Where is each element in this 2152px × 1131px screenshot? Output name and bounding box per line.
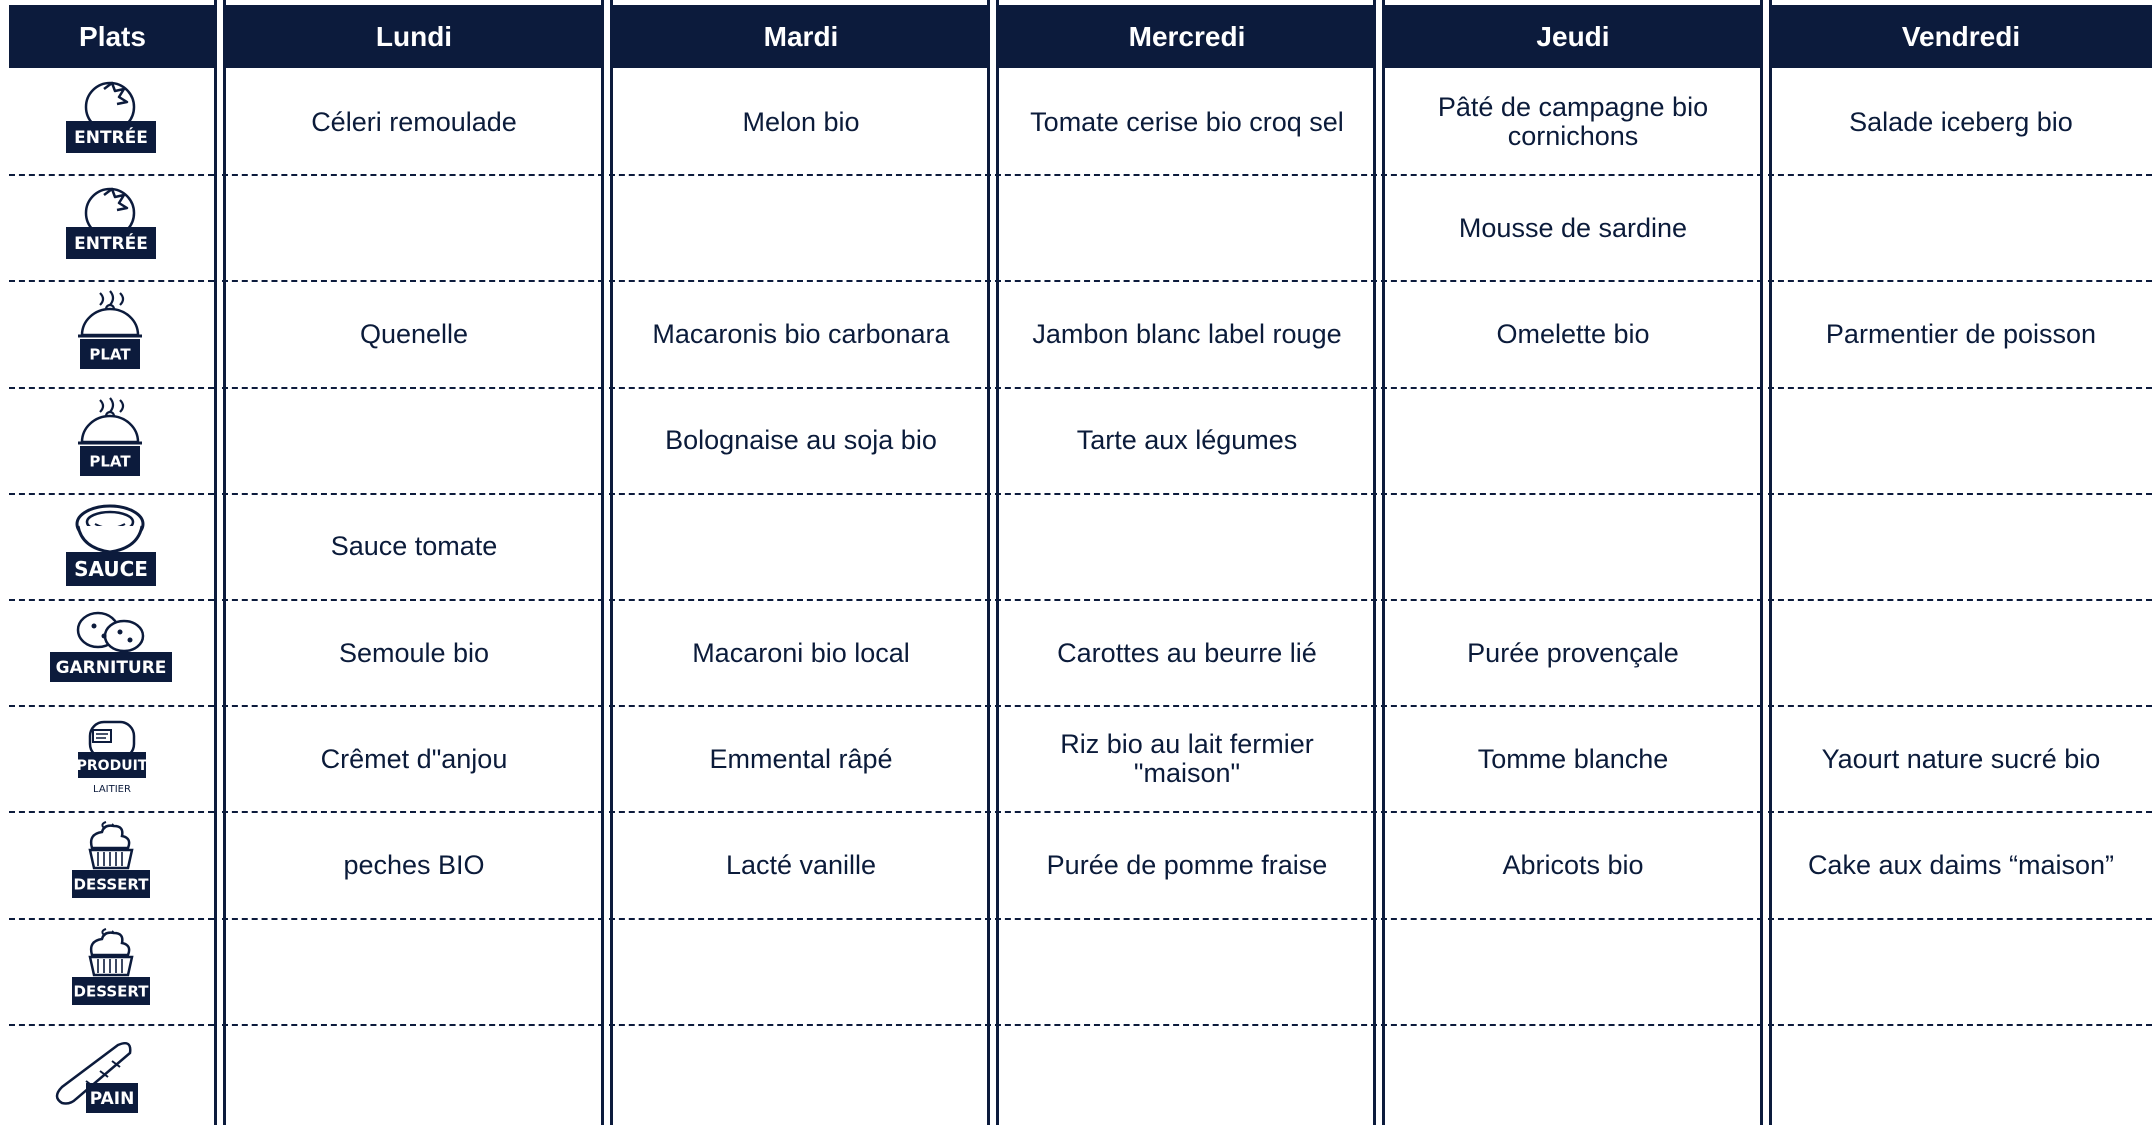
menu-cell-vendredi: Salade iceberg bio <box>1849 106 2073 137</box>
menu-cell-mardi: Lacté vanille <box>725 849 877 880</box>
row-label: PAIN <box>89 1088 135 1109</box>
header-mercredi: Mercredi <box>997 5 1377 68</box>
menu-cell-lundi: Quenelle <box>359 318 469 349</box>
tomato-icon <box>0 69 214 175</box>
row-label: DESSERT <box>73 981 149 1000</box>
menu-cell-jeudi <box>1383 494 1763 600</box>
cloche-icon <box>0 281 214 387</box>
menu-cell-vendredi <box>1770 1025 2152 1131</box>
row-category-icon-cell <box>0 281 214 387</box>
menu-cell-jeudi <box>1383 919 1763 1025</box>
row-category-icon-cell <box>0 388 214 494</box>
row-category-icon-cell <box>0 494 214 600</box>
menu-cell-vendredi <box>1770 388 2152 494</box>
menu-cell-lundi <box>224 1025 604 1131</box>
row-label: PRODUIT <box>76 758 148 775</box>
cheese-icon <box>0 706 214 812</box>
menu-cell-vendredi: Parmentier de poisson <box>1825 318 2097 349</box>
menu-cell-vendredi <box>1770 494 2152 600</box>
menu-cell-mercredi: Purée de pomme fraise <box>1046 849 1328 880</box>
menu-cell-mardi: Melon bio <box>742 106 860 137</box>
menu-row <box>0 1025 2152 1131</box>
menu-cell-jeudi: Purée provençale <box>1467 637 1679 668</box>
menu-cell-mercredi: Riz bio au lait fermier "maison" <box>1060 729 1314 789</box>
menu-row <box>0 494 2152 600</box>
cupcake-icon <box>0 812 214 918</box>
menu-cell-mercredi <box>997 1025 1377 1131</box>
menu-cell-lundi <box>224 175 604 281</box>
menu-cell-vendredi <box>1770 919 2152 1025</box>
menu-cell-mardi: Bolognaise au soja bio <box>665 425 937 456</box>
menu-cell-vendredi: Yaourt nature sucré bio <box>1821 743 2101 774</box>
menu-cell-mercredi: Tarte aux légumes <box>1076 425 1298 456</box>
menu-cell-jeudi: Abricots bio <box>1502 849 1644 880</box>
svg-text:LAITIER: LAITIER <box>93 784 131 796</box>
menu-cell-vendredi: Cake aux daims “maison” <box>1807 849 2115 880</box>
row-label: SAUCE <box>74 556 148 581</box>
menu-cell-mercredi: Tomate cerise bio croq sel <box>1030 106 1344 137</box>
menu-cell-lundi <box>224 919 604 1025</box>
cupcake-icon <box>0 919 214 1025</box>
row-category-icon-cell <box>0 600 214 706</box>
menu-cell-lundi: Semoule bio <box>338 637 490 668</box>
menu-cell-mardi: Macaronis bio carbonara <box>652 318 950 349</box>
menu-cell-lundi <box>224 388 604 494</box>
menu-cell-lundi: Céleri remoulade <box>311 106 517 137</box>
menu-row <box>0 706 2152 812</box>
menu-cell-mercredi: Jambon blanc label rouge <box>1032 318 1342 349</box>
menu-cell-lundi: Sauce tomate <box>330 531 498 562</box>
header-mardi: Mardi <box>611 5 991 68</box>
menu-cell-mardi: Macaroni bio local <box>692 637 910 668</box>
menu-cell-jeudi <box>1383 1025 1763 1131</box>
row-label: PLAT <box>89 451 131 470</box>
menu-cell-jeudi: Mousse de sardine <box>1458 212 1688 243</box>
header-vendredi: Vendredi <box>1770 5 2152 68</box>
menu-cell-mercredi <box>997 494 1377 600</box>
potato-icon <box>0 600 214 706</box>
row-category-icon-cell <box>0 1025 214 1131</box>
cloche-icon <box>0 388 214 494</box>
row-category-icon-cell <box>0 706 214 812</box>
menu-cell-mercredi <box>997 919 1377 1025</box>
menu-row <box>0 69 2152 175</box>
menu-cell-mardi <box>611 919 991 1025</box>
menu-cell-lundi: Crêmet d"anjou <box>320 743 508 774</box>
row-category-icon-cell <box>0 69 214 175</box>
menu-cell-mercredi: Carottes au beurre lié <box>1057 637 1317 668</box>
row-label: ENTRÉE <box>74 128 148 149</box>
menu-cell-mardi <box>611 1025 991 1131</box>
menu-cell-mardi: Emmental râpé <box>709 743 893 774</box>
row-label: PLAT <box>89 345 131 364</box>
baguette-icon <box>0 1025 214 1131</box>
row-label: DESSERT <box>73 875 149 894</box>
header-plats: Plats <box>9 5 216 68</box>
menu-cell-mardi <box>611 175 991 281</box>
row-category-icon-cell <box>0 812 214 918</box>
row-label: GARNITURE <box>55 658 167 679</box>
header-jeudi: Jeudi <box>1383 5 1763 68</box>
menu-row <box>0 175 2152 281</box>
menu-cell-jeudi: Omelette bio <box>1496 318 1650 349</box>
menu-row <box>0 388 2152 494</box>
menu-cell-jeudi <box>1383 388 1763 494</box>
sauce-bowl-icon <box>0 494 214 600</box>
row-category-icon-cell <box>0 919 214 1025</box>
row-category-icon-cell <box>0 175 214 281</box>
tomato-icon <box>0 175 214 281</box>
menu-cell-jeudi: Tomme blanche <box>1477 743 1669 774</box>
menu-cell-lundi: peches BIO <box>343 849 485 880</box>
menu-row <box>0 600 2152 706</box>
header-lundi: Lundi <box>224 5 604 68</box>
menu-row <box>0 281 2152 387</box>
menu-cell-vendredi <box>1770 175 2152 281</box>
menu-row <box>0 919 2152 1025</box>
menu-cell-mercredi <box>997 175 1377 281</box>
menu-cell-jeudi: Pâté de campagne bio cornichons <box>1437 92 1709 151</box>
row-label: ENTRÉE <box>74 234 148 255</box>
menu-row <box>0 812 2152 918</box>
menu-cell-vendredi <box>1770 600 2152 706</box>
menu-cell-mardi <box>611 494 991 600</box>
